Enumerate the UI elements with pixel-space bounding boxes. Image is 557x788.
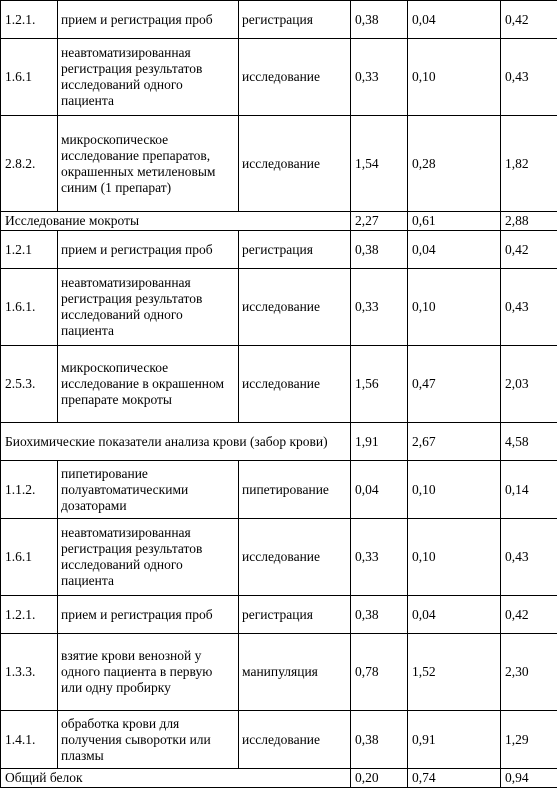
value-1: 1,91 [351,423,408,461]
value-2: 0,04 [408,596,501,634]
value-1: 0,33 [351,269,408,346]
total-value: 1,29 [501,711,557,769]
type-cell: исследование [239,39,351,116]
value-2: 0,04 [408,1,501,39]
name-cell: микроскопическое исследование в окрашенном препарате мокроты [58,346,239,423]
value-2: 0,74 [408,769,501,788]
table-row [1,231,557,269]
total-value: 0,42 [501,1,557,39]
code-cell: 1.6.1 [1,519,58,596]
group-title: Исследование мокроты [1,212,351,231]
value-1: 2,27 [351,212,408,231]
value-2: 0,47 [408,346,501,423]
type-cell: регистрация [239,1,351,39]
type-cell: регистрация [239,231,351,269]
value-2: 0,10 [408,39,501,116]
type-cell: регистрация [239,596,351,634]
code-cell: 1.2.1 [1,231,58,269]
value-2: 0,91 [408,711,501,769]
code-cell: 1.6.1. [1,269,58,346]
table-row [1,596,557,634]
total-value: 2,03 [501,346,557,423]
table-row [1,634,557,711]
value-1: 0,33 [351,39,408,116]
table-row [1,346,557,423]
value-1: 0,38 [351,231,408,269]
total-value: 0,94 [501,769,557,788]
table-row [1,39,557,116]
value-2: 2,67 [408,423,501,461]
name-cell: пипетирование полуавтоматическими дозаторами [58,461,239,519]
value-1: 0,38 [351,1,408,39]
code-cell: 1.3.3. [1,634,58,711]
table-row [1,711,557,769]
total-value: 2,88 [501,212,557,231]
code-cell: 2.5.3. [1,346,58,423]
table-row [1,116,557,212]
type-cell: исследование [239,711,351,769]
total-value: 0,42 [501,596,557,634]
name-cell: обработка крови для получения сыворотки или плазмы [58,711,239,769]
value-1: 0,33 [351,519,408,596]
value-2: 0,61 [408,212,501,231]
value-1: 1,56 [351,346,408,423]
total-value: 2,30 [501,634,557,711]
total-value: 0,43 [501,269,557,346]
type-cell: исследование [239,346,351,423]
total-value: 0,42 [501,231,557,269]
name-cell: микроскопическое исследование препаратов, окрашенных метиленовым синим (1 препарат) [58,116,239,212]
total-value: 1,82 [501,116,557,212]
group-title: Общий белок [1,769,351,788]
value-2: 0,28 [408,116,501,212]
code-cell: 1.1.2. [1,461,58,519]
group-row [1,769,557,788]
code-cell: 1.2.1. [1,596,58,634]
value-1: 1,54 [351,116,408,212]
name-cell: взятие крови венозной у одного пациента в первую или одну пробирку [58,634,239,711]
value-2: 1,52 [408,634,501,711]
name-cell: прием и регистрация проб [58,1,239,39]
total-value: 0,43 [501,519,557,596]
total-value: 4,58 [501,423,557,461]
group-row [1,212,557,231]
value-2: 0,10 [408,519,501,596]
table-body [1,1,557,788]
value-2: 0,10 [408,269,501,346]
total-value: 0,43 [501,39,557,116]
type-cell: исследование [239,116,351,212]
table-row [1,1,557,39]
name-cell: неавтоматизированная регистрация результатов исследований одного пациента [58,39,239,116]
group-row [1,423,557,461]
code-cell: 1.6.1 [1,39,58,116]
table-row [1,269,557,346]
table-row [1,519,557,596]
type-cell: исследование [239,519,351,596]
code-cell: 1.2.1. [1,1,58,39]
code-cell: 2.8.2. [1,116,58,212]
table-row [1,461,557,519]
value-1: 0,04 [351,461,408,519]
value-1: 0,38 [351,596,408,634]
value-2: 0,10 [408,461,501,519]
type-cell: исследование [239,269,351,346]
value-1: 0,38 [351,711,408,769]
value-2: 0,04 [408,231,501,269]
name-cell: прием и регистрация проб [58,231,239,269]
type-cell: пипетирование [239,461,351,519]
code-cell: 1.4.1. [1,711,58,769]
name-cell: прием и регистрация проб [58,596,239,634]
name-cell: неавтоматизированная регистрация результатов исследований одного пациента [58,269,239,346]
total-value: 0,14 [501,461,557,519]
value-1: 0,78 [351,634,408,711]
type-cell: манипуляция [239,634,351,711]
value-1: 0,20 [351,769,408,788]
name-cell: неавтоматизированная регистрация результатов исследований одного пациента [58,519,239,596]
group-title: Биохимические показатели анализа крови (забор крови) [1,423,351,461]
